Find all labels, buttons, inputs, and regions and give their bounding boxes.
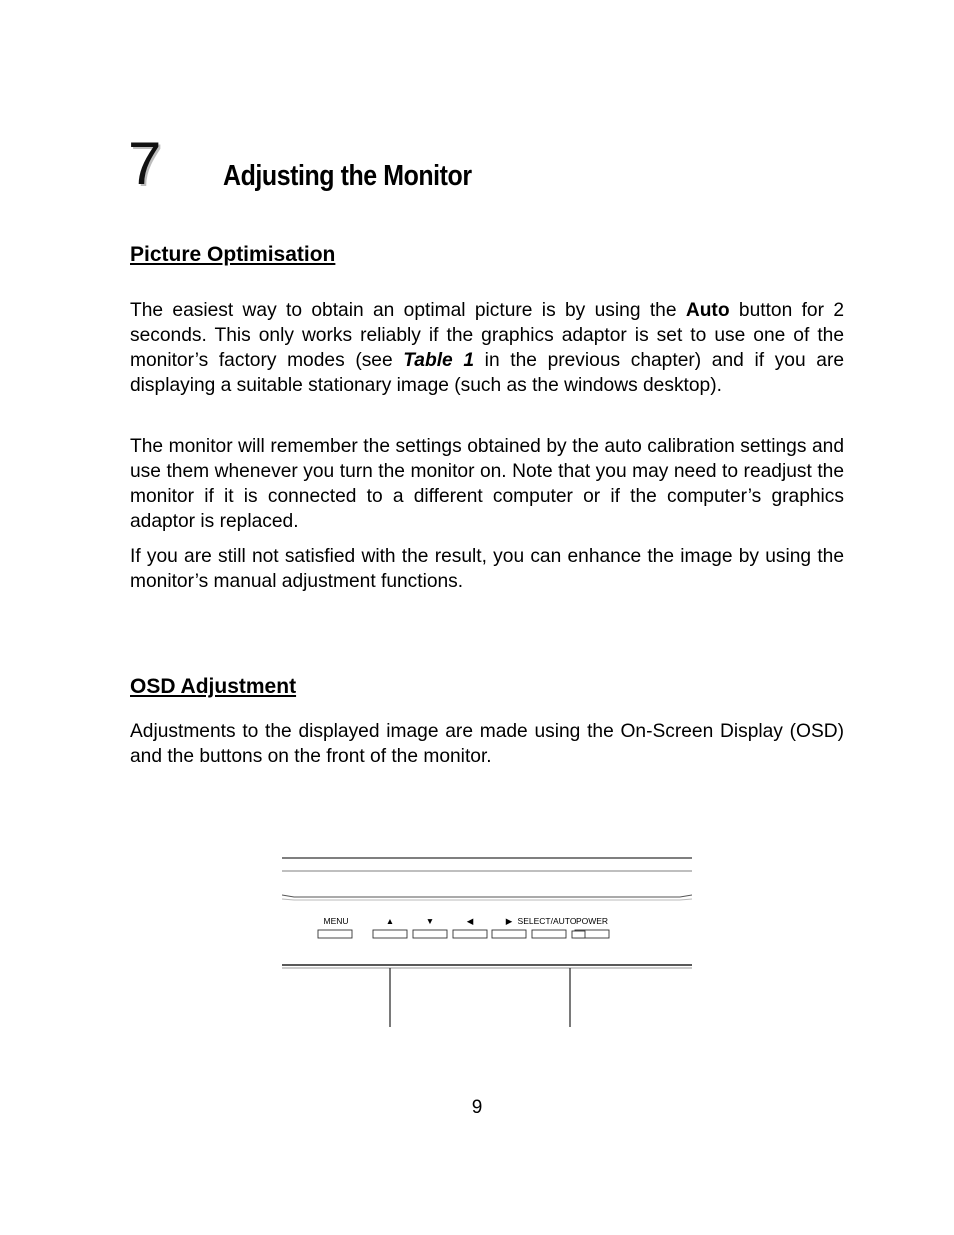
left-arrow-icon: ◀	[466, 916, 474, 926]
button-label-power: POWER	[575, 916, 609, 926]
paragraph-manual-adjustment: If you are still not satisfied with the result, you can enhance the image by using the monitor’s manual adjustment functions.	[130, 546, 844, 592]
panel-button-1	[373, 930, 407, 938]
power-led	[572, 931, 585, 938]
paragraph-auto-button	[130, 298, 844, 398]
panel-button-2	[413, 930, 447, 938]
panel-bezel-shadow	[282, 899, 692, 900]
panel-button-4	[492, 930, 526, 938]
right-arrow-icon: ▶	[505, 916, 513, 926]
section-heading-osd-adjustment: OSD Adjustment	[130, 675, 297, 698]
down-arrow-icon: ▼	[425, 916, 435, 926]
page-number: 9	[471, 1097, 483, 1118]
chapter-number: 7	[128, 130, 162, 197]
button-label-menu: MENU	[323, 916, 349, 926]
paragraph-osd-intro: Adjustments to the displayed image are made using the On-Screen Display (OSD) and the buttons on the front of the monitor.	[130, 721, 844, 767]
section-heading-picture-optimisation: Picture Optimisation	[130, 243, 336, 266]
text-run: button for 2 seconds. This only works reliably if the graphics adaptor is set to use one of the monitor’s factory modes (see	[130, 300, 844, 371]
table-reference: Table 1	[403, 350, 475, 371]
panel-svg	[282, 855, 692, 1030]
auto-keyword: Auto	[685, 300, 730, 321]
text-run: in the previous chapter) and if you are displaying a suitable stationary image (such as the windows desktop).	[130, 350, 845, 396]
chapter-title: Adjusting the Monitor	[223, 160, 472, 192]
monitor-front-panel-diagram	[282, 855, 692, 1030]
panel-button-5	[532, 930, 566, 938]
panel-button-0	[318, 930, 352, 938]
paragraph-remember-settings: The monitor will remember the settings obtained by the auto calibration settings and use them whenever you turn the monitor on. Note that you may need to readjust the monitor if it is connected to a different computer or if the computer’s graphics adaptor is replaced.	[130, 436, 844, 532]
up-arrow-icon: ▲	[385, 916, 395, 926]
panel-button-3	[453, 930, 487, 938]
button-row	[318, 916, 609, 938]
panel-bezel-edge	[282, 895, 692, 897]
button-label-select-auto: SELECT/AUTO	[517, 916, 577, 926]
text-run: The easiest way to obtain an optimal picture is by using the	[130, 300, 686, 321]
